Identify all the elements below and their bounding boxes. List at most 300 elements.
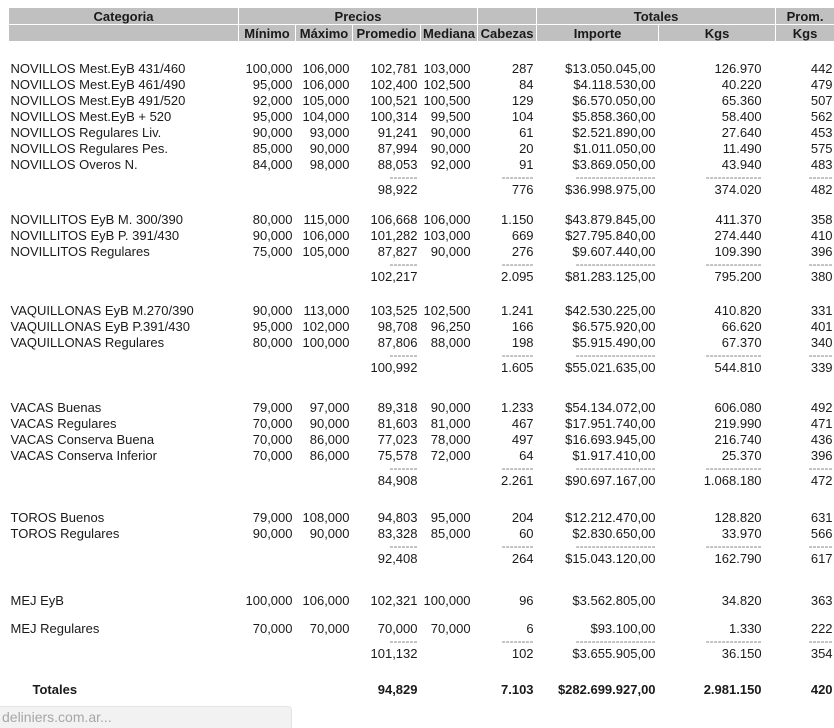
- importe-cell: $5.915.490,00: [537, 335, 659, 351]
- cabezas-cell: 166: [478, 319, 537, 335]
- spacer-cell: [9, 198, 834, 212]
- minimo-cell: 100,000: [239, 593, 296, 609]
- cabezas-cell: --------: [478, 351, 537, 360]
- importe-cell: --------------------: [537, 637, 659, 646]
- section-spacer: [9, 285, 834, 303]
- cabezas-cell: 129: [478, 93, 537, 109]
- section-spacer: [9, 42, 834, 62]
- maximo-cell: 100,000: [296, 335, 353, 351]
- maximo-cell: 86,000: [296, 432, 353, 448]
- subtotal-separator-row: [9, 637, 834, 646]
- cabezas-cell: 276: [478, 244, 537, 260]
- mediana-cell: 100,500: [421, 93, 478, 109]
- minimo-cell: 79,000: [239, 400, 296, 416]
- section-spacer: [9, 662, 834, 682]
- categoria-cell: NOVILLOS Regulares Liv.: [9, 125, 239, 141]
- importe-cell: $1.917.410,00: [537, 448, 659, 464]
- mediana-cell: 78,000: [421, 432, 478, 448]
- promedio-cell: 83,328: [353, 526, 421, 542]
- table-row: [9, 77, 834, 93]
- table-row: [9, 432, 834, 448]
- mediana-cell: 103,000: [421, 228, 478, 244]
- prom-kgs-cell: 363: [776, 593, 834, 609]
- col-group-precios: Precios: [239, 8, 478, 25]
- importe-cell: $2.521.890,00: [537, 125, 659, 141]
- promedio-cell: 98,708: [353, 319, 421, 335]
- promedio-cell: 101,132: [353, 646, 421, 662]
- importe-cell: $27.795.840,00: [537, 228, 659, 244]
- promedio-cell: -------: [353, 260, 421, 269]
- cabezas-cell: 669: [478, 228, 537, 244]
- minimo-cell: [239, 682, 296, 698]
- promedio-cell: 102,781: [353, 61, 421, 77]
- kgs-cell: 2.981.150: [659, 682, 776, 698]
- table-row: [9, 109, 834, 125]
- maximo-cell: 106,000: [296, 593, 353, 609]
- subtotal-row: [9, 269, 834, 285]
- mediana-cell: [421, 542, 478, 551]
- promedio-cell: 94,829: [353, 682, 421, 698]
- subtotal-separator-row: [9, 351, 834, 360]
- categoria-cell: [9, 173, 239, 182]
- mediana-cell: [421, 646, 478, 662]
- categoria-cell: [9, 473, 239, 489]
- maximo-cell: 106,000: [296, 61, 353, 77]
- cabezas-cell: 204: [478, 510, 537, 526]
- cabezas-cell: 91: [478, 157, 537, 173]
- categoria-cell: VACAS Conserva Inferior: [9, 448, 239, 464]
- prom-kgs-cell: ------: [776, 173, 834, 182]
- minimo-cell: [239, 269, 296, 285]
- maximo-cell: [296, 173, 353, 182]
- minimo-cell: [239, 182, 296, 198]
- kgs-cell: 1.068.180: [659, 473, 776, 489]
- prom-kgs-cell: ------: [776, 351, 834, 360]
- maximo-cell: 102,000: [296, 319, 353, 335]
- promedio-cell: 70,000: [353, 621, 421, 637]
- mediana-cell: 95,000: [421, 510, 478, 526]
- categoria-cell: VACAS Conserva Buena: [9, 432, 239, 448]
- mediana-cell: 90,000: [421, 400, 478, 416]
- minimo-cell: 70,000: [239, 621, 296, 637]
- cabezas-cell: 96: [478, 593, 537, 609]
- subtotal-separator-row: [9, 260, 834, 269]
- subtotal-separator-row: [9, 464, 834, 473]
- categoria-cell: [9, 646, 239, 662]
- prom-kgs-cell: 479: [776, 77, 834, 93]
- prom-kgs-cell: 472: [776, 473, 834, 489]
- minimo-cell: 80,000: [239, 212, 296, 228]
- col-header-mediana: Mediana: [421, 25, 478, 42]
- importe-cell: $2.830.650,00: [537, 526, 659, 542]
- minimo-cell: 90,000: [239, 303, 296, 319]
- minimo-cell: 70,000: [239, 448, 296, 464]
- cabezas-cell: --------: [478, 260, 537, 269]
- categoria-cell: NOVILLOS Regulares Pes.: [9, 141, 239, 157]
- categoria-cell: [9, 551, 239, 567]
- minimo-cell: [239, 360, 296, 376]
- promedio-cell: 102,217: [353, 269, 421, 285]
- col-header-prom-kgs: Kgs: [776, 25, 834, 42]
- grand-total-row: [9, 682, 834, 698]
- mediana-cell: 88,000: [421, 335, 478, 351]
- section-spacer: [9, 609, 834, 621]
- kgs-cell: 27.640: [659, 125, 776, 141]
- header-row-columns: [9, 25, 834, 42]
- maximo-cell: [296, 464, 353, 473]
- minimo-cell: 95,000: [239, 319, 296, 335]
- cabezas-cell: 20: [478, 141, 537, 157]
- promedio-cell: 77,023: [353, 432, 421, 448]
- prom-kgs-cell: 442: [776, 61, 834, 77]
- mediana-cell: [421, 637, 478, 646]
- promedio-cell: 102,400: [353, 77, 421, 93]
- prom-kgs-cell: 420: [776, 682, 834, 698]
- categoria-cell: NOVILLOS Mest.EyB 461/490: [9, 77, 239, 93]
- promedio-cell: 101,282: [353, 228, 421, 244]
- mediana-cell: 96,250: [421, 319, 478, 335]
- maximo-cell: 93,000: [296, 125, 353, 141]
- kgs-cell: 126.970: [659, 61, 776, 77]
- table-row: [9, 125, 834, 141]
- minimo-cell: 90,000: [239, 526, 296, 542]
- kgs-cell: 128.820: [659, 510, 776, 526]
- importe-cell: --------------------: [537, 173, 659, 182]
- kgs-cell: 43.940: [659, 157, 776, 173]
- minimo-cell: [239, 464, 296, 473]
- promedio-cell: 94,803: [353, 510, 421, 526]
- promedio-cell: -------: [353, 464, 421, 473]
- importe-cell: $3.869.050,00: [537, 157, 659, 173]
- minimo-cell: 84,000: [239, 157, 296, 173]
- section-spacer: [9, 198, 834, 212]
- kgs-cell: --------------: [659, 464, 776, 473]
- kgs-cell: 11.490: [659, 141, 776, 157]
- categoria-cell: NOVILLOS Mest.EyB + 520: [9, 109, 239, 125]
- promedio-cell: -------: [353, 637, 421, 646]
- subtotal-separator-row: [9, 542, 834, 551]
- promedio-cell: 89,318: [353, 400, 421, 416]
- importe-cell: $17.951.740,00: [537, 416, 659, 432]
- prom-kgs-cell: 575: [776, 141, 834, 157]
- mediana-cell: [421, 360, 478, 376]
- promedio-cell: 87,806: [353, 335, 421, 351]
- prom-kgs-cell: 471: [776, 416, 834, 432]
- minimo-cell: 85,000: [239, 141, 296, 157]
- kgs-cell: 40.220: [659, 77, 776, 93]
- kgs-cell: 33.970: [659, 526, 776, 542]
- maximo-cell: 113,000: [296, 303, 353, 319]
- table-row: [9, 93, 834, 109]
- categoria-cell: MEJ Regulares: [9, 621, 239, 637]
- importe-cell: $81.283.125,00: [537, 269, 659, 285]
- kgs-cell: --------------: [659, 173, 776, 182]
- categoria-cell: NOVILLITOS Regulares: [9, 244, 239, 260]
- minimo-cell: 95,000: [239, 77, 296, 93]
- subtotal-row: [9, 360, 834, 376]
- prom-kgs-cell: 340: [776, 335, 834, 351]
- minimo-cell: 92,000: [239, 93, 296, 109]
- importe-cell: $4.118.530,00: [537, 77, 659, 93]
- promedio-cell: 102,321: [353, 593, 421, 609]
- categoria-cell: TOROS Buenos: [9, 510, 239, 526]
- kgs-cell: --------------: [659, 542, 776, 551]
- kgs-cell: 1.330: [659, 621, 776, 637]
- categoria-cell: VACAS Buenas: [9, 400, 239, 416]
- importe-cell: $5.858.360,00: [537, 109, 659, 125]
- col-header-maximo: Máximo: [296, 25, 353, 42]
- mediana-cell: 102,500: [421, 303, 478, 319]
- prom-kgs-cell: 566: [776, 526, 834, 542]
- section-spacer: [9, 489, 834, 510]
- table-row: [9, 416, 834, 432]
- prom-kgs-cell: 222: [776, 621, 834, 637]
- kgs-cell: --------------: [659, 351, 776, 360]
- importe-cell: $93.100,00: [537, 621, 659, 637]
- kgs-cell: 34.820: [659, 593, 776, 609]
- categoria-cell: VACAS Regulares: [9, 416, 239, 432]
- mediana-cell: 106,000: [421, 212, 478, 228]
- promedio-cell: 81,603: [353, 416, 421, 432]
- kgs-cell: 795.200: [659, 269, 776, 285]
- cabezas-cell: 776: [478, 182, 537, 198]
- maximo-cell: [296, 542, 353, 551]
- kgs-cell: 67.370: [659, 335, 776, 351]
- maximo-cell: [296, 351, 353, 360]
- table-row: [9, 212, 834, 228]
- mediana-cell: 102,500: [421, 77, 478, 93]
- maximo-cell: 105,000: [296, 244, 353, 260]
- prom-kgs-cell: ------: [776, 464, 834, 473]
- table-row: [9, 319, 834, 335]
- cabezas-cell: 1.241: [478, 303, 537, 319]
- subtotal-row: [9, 473, 834, 489]
- importe-cell: $282.699.927,00: [537, 682, 659, 698]
- kgs-cell: 374.020: [659, 182, 776, 198]
- cabezas-cell: 102: [478, 646, 537, 662]
- prom-kgs-cell: 354: [776, 646, 834, 662]
- kgs-cell: 216.740: [659, 432, 776, 448]
- categoria-cell: VAQUILLONAS Regulares: [9, 335, 239, 351]
- categoria-cell: NOVILLOS Overos N.: [9, 157, 239, 173]
- importe-cell: $9.607.440,00: [537, 244, 659, 260]
- importe-cell: $90.697.167,00: [537, 473, 659, 489]
- subtotal-separator-row: [9, 173, 834, 182]
- mediana-cell: 90,000: [421, 141, 478, 157]
- minimo-cell: [239, 542, 296, 551]
- maximo-cell: 115,000: [296, 212, 353, 228]
- spacer-cell: [9, 662, 834, 682]
- maximo-cell: 104,000: [296, 109, 353, 125]
- table-row: [9, 228, 834, 244]
- maximo-cell: 90,000: [296, 416, 353, 432]
- col-header-kgs: Kgs: [659, 25, 776, 42]
- cabezas-cell: --------: [478, 173, 537, 182]
- col-header-promedio: Promedio: [353, 25, 421, 42]
- cabezas-cell: 198: [478, 335, 537, 351]
- kgs-cell: 109.390: [659, 244, 776, 260]
- importe-cell: $3.562.805,00: [537, 593, 659, 609]
- table-row: [9, 141, 834, 157]
- promedio-cell: 92,408: [353, 551, 421, 567]
- section-spacer: [9, 376, 834, 400]
- categoria-cell: [9, 260, 239, 269]
- categoria-cell: NOVILLITOS EyB P. 391/430: [9, 228, 239, 244]
- mediana-cell: [421, 464, 478, 473]
- spacer-cell: [9, 609, 834, 621]
- prom-kgs-cell: ------: [776, 260, 834, 269]
- minimo-cell: 75,000: [239, 244, 296, 260]
- cabezas-cell: 2.095: [478, 269, 537, 285]
- kgs-cell: 66.620: [659, 319, 776, 335]
- minimo-cell: 90,000: [239, 228, 296, 244]
- promedio-cell: 84,908: [353, 473, 421, 489]
- header-row-groups: [9, 8, 834, 25]
- cabezas-cell: 6: [478, 621, 537, 637]
- minimo-cell: 70,000: [239, 416, 296, 432]
- maximo-cell: [296, 260, 353, 269]
- prom-kgs-cell: 436: [776, 432, 834, 448]
- mediana-cell: 81,000: [421, 416, 478, 432]
- mediana-cell: 92,000: [421, 157, 478, 173]
- col-header-minimo: Mínimo: [239, 25, 296, 42]
- promedio-cell: 100,992: [353, 360, 421, 376]
- subtotal-row: [9, 646, 834, 662]
- prom-kgs-cell: 380: [776, 269, 834, 285]
- cabezas-cell: 287: [478, 61, 537, 77]
- col-header-blank-categoria: [9, 25, 239, 42]
- maximo-cell: 90,000: [296, 141, 353, 157]
- promedio-cell: 88,053: [353, 157, 421, 173]
- table-row: [9, 593, 834, 609]
- categoria-cell: [9, 182, 239, 198]
- table-row: [9, 303, 834, 319]
- importe-cell: $15.043.120,00: [537, 551, 659, 567]
- status-bar-link-preview: deliniers.com.ar...: [0, 706, 292, 728]
- maximo-cell: 106,000: [296, 228, 353, 244]
- kgs-cell: 36.150: [659, 646, 776, 662]
- cabezas-cell: 467: [478, 416, 537, 432]
- maximo-cell: 105,000: [296, 93, 353, 109]
- importe-cell: $1.011.050,00: [537, 141, 659, 157]
- categoria-cell: [9, 269, 239, 285]
- prom-kgs-cell: 617: [776, 551, 834, 567]
- cabezas-cell: 2.261: [478, 473, 537, 489]
- minimo-cell: 80,000: [239, 335, 296, 351]
- importe-cell: $43.879.845,00: [537, 212, 659, 228]
- prom-kgs-cell: 507: [776, 93, 834, 109]
- cabezas-cell: 497: [478, 432, 537, 448]
- promedio-cell: 87,827: [353, 244, 421, 260]
- cabezas-cell: 60: [478, 526, 537, 542]
- categoria-cell: NOVILLOS Mest.EyB 491/520: [9, 93, 239, 109]
- maximo-cell: 90,000: [296, 526, 353, 542]
- prom-kgs-cell: 401: [776, 319, 834, 335]
- mediana-cell: [421, 551, 478, 567]
- maximo-cell: [296, 473, 353, 489]
- mediana-cell: 90,000: [421, 125, 478, 141]
- minimo-cell: [239, 173, 296, 182]
- categoria-cell: TOROS Regulares: [9, 526, 239, 542]
- minimo-cell: [239, 473, 296, 489]
- minimo-cell: 95,000: [239, 109, 296, 125]
- kgs-cell: 219.990: [659, 416, 776, 432]
- mediana-cell: 85,000: [421, 526, 478, 542]
- maximo-cell: [296, 682, 353, 698]
- categoria-cell: VAQUILLONAS EyB P.391/430: [9, 319, 239, 335]
- prom-kgs-cell: 331: [776, 303, 834, 319]
- cabezas-cell: 61: [478, 125, 537, 141]
- importe-cell: $55.021.635,00: [537, 360, 659, 376]
- table-row: [9, 510, 834, 526]
- categoria-cell: VAQUILLONAS EyB M.270/390: [9, 303, 239, 319]
- kgs-cell: 411.370: [659, 212, 776, 228]
- importe-cell: $36.998.975,00: [537, 182, 659, 198]
- prom-kgs-cell: ------: [776, 542, 834, 551]
- minimo-cell: [239, 351, 296, 360]
- mediana-cell: 103,000: [421, 61, 478, 77]
- subtotal-row: [9, 182, 834, 198]
- importe-cell: --------------------: [537, 464, 659, 473]
- cabezas-cell: 1.150: [478, 212, 537, 228]
- promedio-cell: 75,578: [353, 448, 421, 464]
- table-row: [9, 400, 834, 416]
- promedio-cell: -------: [353, 173, 421, 182]
- cabezas-cell: 84: [478, 77, 537, 93]
- mediana-cell: [421, 682, 478, 698]
- categoria-cell: [9, 351, 239, 360]
- categoria-cell: NOVILLOS Mest.EyB 431/460: [9, 61, 239, 77]
- maximo-cell: [296, 269, 353, 285]
- promedio-cell: -------: [353, 542, 421, 551]
- importe-cell: $54.134.072,00: [537, 400, 659, 416]
- importe-cell: --------------------: [537, 542, 659, 551]
- minimo-cell: [239, 637, 296, 646]
- categoria-cell: MEJ EyB: [9, 593, 239, 609]
- mediana-cell: [421, 182, 478, 198]
- importe-cell: --------------------: [537, 260, 659, 269]
- promedio-cell: 100,314: [353, 109, 421, 125]
- maximo-cell: 98,000: [296, 157, 353, 173]
- promedio-cell: 98,922: [353, 182, 421, 198]
- prom-kgs-cell: 631: [776, 510, 834, 526]
- cabezas-cell: 1.605: [478, 360, 537, 376]
- spacer-cell: [9, 42, 834, 62]
- col-header-categoria: Categoria: [9, 8, 239, 25]
- kgs-cell: 65.360: [659, 93, 776, 109]
- mediana-cell: 90,000: [421, 244, 478, 260]
- prom-kgs-cell: 482: [776, 182, 834, 198]
- mediana-cell: 72,000: [421, 448, 478, 464]
- table-body: [9, 42, 834, 699]
- cabezas-cell: --------: [478, 637, 537, 646]
- maximo-cell: [296, 182, 353, 198]
- promedio-cell: -------: [353, 351, 421, 360]
- importe-cell: $3.655.905,00: [537, 646, 659, 662]
- importe-cell: $13.050.045,00: [537, 61, 659, 77]
- categoria-cell: Totales: [9, 682, 239, 698]
- maximo-cell: [296, 637, 353, 646]
- cabezas-cell: 1.233: [478, 400, 537, 416]
- kgs-cell: --------------: [659, 260, 776, 269]
- prom-kgs-cell: 410: [776, 228, 834, 244]
- kgs-cell: 25.370: [659, 448, 776, 464]
- maximo-cell: 70,000: [296, 621, 353, 637]
- col-header-cabezas: Cabezas: [478, 25, 537, 42]
- kgs-cell: 410.820: [659, 303, 776, 319]
- kgs-cell: 606.080: [659, 400, 776, 416]
- maximo-cell: [296, 360, 353, 376]
